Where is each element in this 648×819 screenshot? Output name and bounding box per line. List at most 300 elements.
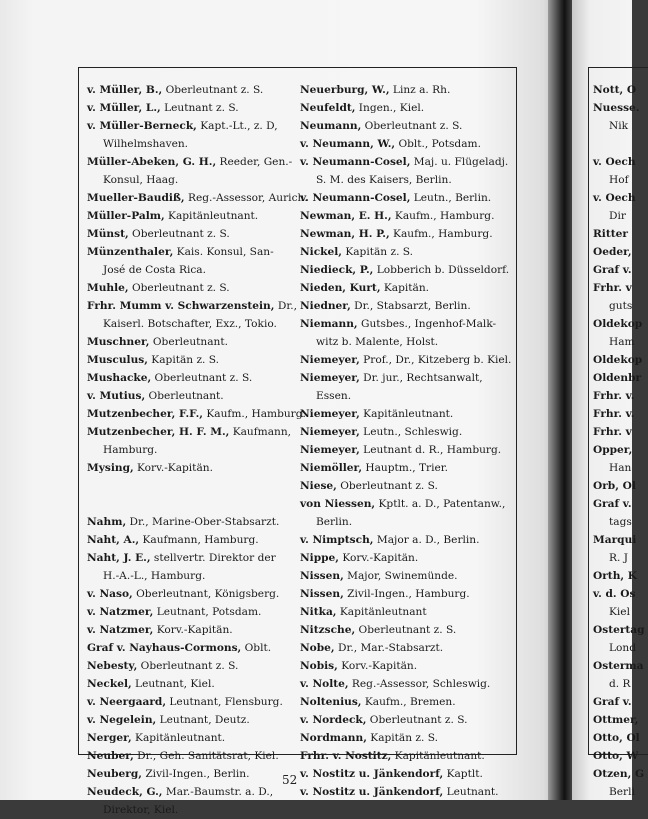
directory-entry bbox=[87, 117, 292, 135]
entry-name: v. Nordeck, bbox=[300, 714, 367, 726]
entry-name: Oldekop bbox=[593, 318, 643, 330]
entry-details: Direktor, Kiel. bbox=[103, 804, 179, 816]
entry-name: Neuber, bbox=[87, 750, 134, 762]
directory-entry bbox=[87, 783, 292, 801]
entry-continuation bbox=[300, 513, 510, 531]
directory-entry bbox=[300, 477, 510, 495]
entry-name: Niemann, bbox=[300, 318, 358, 330]
entry-details: Dr., bbox=[274, 300, 297, 312]
entry-continuation bbox=[593, 783, 633, 801]
entry-name: v. Naso, bbox=[87, 588, 133, 600]
entry-name: Oldenbr bbox=[593, 372, 642, 384]
directory-entry bbox=[593, 315, 643, 333]
directory-entry bbox=[593, 567, 637, 585]
directory-entry bbox=[300, 693, 510, 711]
entry-details: Major a. D., Berlin. bbox=[373, 534, 480, 546]
entry-name: Osterma bbox=[593, 660, 644, 672]
directory-entry bbox=[593, 711, 639, 729]
entry-name: v. d. Os bbox=[593, 588, 636, 600]
entry-details: Oberleutnant z. S. bbox=[366, 714, 468, 726]
entry-name: Frhr. v. Nostitz, bbox=[300, 750, 392, 762]
entry-continuation bbox=[300, 333, 510, 351]
entry-name: Mutzenbecher, F.F., bbox=[87, 408, 203, 420]
entry-name: Ritter bbox=[593, 228, 628, 240]
entry-details: Kapitänleutnant. bbox=[359, 408, 454, 420]
entry-details: Leutnant, Kiel. bbox=[131, 678, 215, 690]
directory-entry bbox=[300, 459, 510, 477]
entry-name: Münzenthaler, bbox=[87, 246, 174, 258]
entry-continuation bbox=[593, 117, 633, 135]
entry-details: Ham bbox=[609, 336, 635, 348]
entry-name: Müller-Palm, bbox=[87, 210, 165, 222]
entry-details: Reg.-Assessor, Schleswig. bbox=[348, 678, 491, 690]
entry-details: witz b. Malente, Holst. bbox=[316, 336, 439, 348]
entry-name: Nobe, bbox=[300, 642, 335, 654]
entry-name: Mysing, bbox=[87, 462, 134, 474]
entry-details: Lond bbox=[609, 642, 637, 654]
directory-entry bbox=[300, 441, 510, 459]
entry-continuation bbox=[87, 135, 292, 153]
directory-entry bbox=[300, 657, 510, 675]
entry-details: Kapitän. bbox=[380, 282, 430, 294]
entry-details: Kais. Konsul, San- bbox=[173, 246, 274, 258]
entry-name: Noltenius, bbox=[300, 696, 362, 708]
entry-name: Mueller-Baudiß, bbox=[87, 192, 185, 204]
directory-entry bbox=[87, 243, 292, 261]
entry-name: Neuberg, bbox=[87, 768, 142, 780]
directory-entry bbox=[87, 549, 292, 567]
directory-entry bbox=[593, 243, 633, 261]
entry-details: Kapt.-Lt., z. D, bbox=[196, 120, 278, 132]
entry-details: Kaufmann, bbox=[229, 426, 292, 438]
entry-name: Marqui bbox=[593, 534, 637, 546]
entry-name: Opper, bbox=[593, 444, 633, 456]
directory-entry bbox=[300, 423, 510, 441]
entry-details: Kaiserl. Botschafter, Exz., Tokio. bbox=[103, 318, 277, 330]
entry-details: Kaufm., Bremen. bbox=[361, 696, 456, 708]
entry-name: v. Nimptsch, bbox=[300, 534, 374, 546]
entry-details: Hauptm., Trier. bbox=[362, 462, 449, 474]
directory-entry bbox=[593, 423, 633, 441]
entry-name: Otto, Ol bbox=[593, 732, 640, 744]
entry-name: von Niessen, bbox=[300, 498, 376, 510]
directory-entry bbox=[593, 261, 633, 279]
entry-details: Kapitänleutnant. bbox=[131, 732, 226, 744]
entry-name: Nott, O bbox=[593, 84, 637, 96]
entry-name: Niemeyer, bbox=[300, 408, 360, 420]
directory-entry bbox=[87, 387, 292, 405]
entry-continuation bbox=[593, 549, 633, 567]
entry-details: guts bbox=[609, 300, 633, 312]
entry-continuation bbox=[87, 567, 292, 585]
directory-entry bbox=[593, 495, 633, 513]
entry-name: Muhle, bbox=[87, 282, 129, 294]
entry-name: Graf v. bbox=[593, 696, 632, 708]
entry-details: Oberleutnant z. S. bbox=[137, 660, 239, 672]
entry-continuation bbox=[593, 459, 633, 477]
entry-name: Mushacke, bbox=[87, 372, 152, 384]
entry-details: Kapitän z. S. bbox=[341, 246, 414, 258]
directory-entry bbox=[87, 99, 292, 117]
entry-continuation bbox=[593, 297, 633, 315]
directory-entry bbox=[300, 549, 510, 567]
entry-name: v. Neumann-Cosel, bbox=[300, 192, 411, 204]
entry-name: v. Müller-Berneck, bbox=[87, 120, 197, 132]
entry-name: v. Nostitz u. Jänkendorf, bbox=[300, 768, 444, 780]
entry-details: Korv.-Kapitän. bbox=[337, 660, 418, 672]
directory-entry bbox=[300, 729, 510, 747]
entry-name: Nobis, bbox=[300, 660, 338, 672]
directory-entry bbox=[593, 369, 642, 387]
entry-name: v. Nolte, bbox=[300, 678, 349, 690]
entry-details: Gutsbes., Ingenhof-Malk- bbox=[357, 318, 497, 330]
entry-name: Nuesse. bbox=[593, 102, 640, 114]
entry-details: Kaufm., Hamburg. bbox=[391, 210, 495, 222]
entries-column-right bbox=[300, 81, 510, 801]
directory-entry bbox=[300, 99, 510, 117]
directory-entry bbox=[300, 153, 510, 171]
entry-continuation bbox=[300, 171, 510, 189]
entry-details: Kapitänleutnant. bbox=[164, 210, 259, 222]
entry-name: Nordmann, bbox=[300, 732, 367, 744]
directory-entry bbox=[300, 711, 510, 729]
entry-details: Ingen., Kiel. bbox=[355, 102, 425, 114]
directory-entry bbox=[593, 747, 639, 765]
entry-name: Naht, A., bbox=[87, 534, 140, 546]
entry-name: Nieden, Kurt, bbox=[300, 282, 381, 294]
directory-entry bbox=[593, 99, 640, 117]
entry-details: Zivil-Ingen., Berlin. bbox=[141, 768, 250, 780]
directory-entry bbox=[300, 567, 510, 585]
entry-details: Reeder, Gen.- bbox=[216, 156, 293, 168]
directory-entry bbox=[300, 351, 510, 369]
entry-details: Oberleutnant z. S. bbox=[151, 372, 253, 384]
entry-name: Newman, E. H., bbox=[300, 210, 392, 222]
directory-entry bbox=[300, 639, 510, 657]
directory-entry bbox=[87, 279, 292, 297]
entry-details: Kaufm., Hamburg. bbox=[389, 228, 493, 240]
directory-entry bbox=[300, 603, 510, 621]
entry-details: Wilhelmshaven. bbox=[103, 138, 189, 150]
entry-continuation bbox=[87, 261, 292, 279]
directory-entry bbox=[593, 441, 633, 459]
entry-details: Prof., Dr., Kitzeberg b. Kiel. bbox=[359, 354, 512, 366]
directory-entry bbox=[593, 387, 633, 405]
section-gap bbox=[87, 495, 292, 513]
entry-name: Nissen, bbox=[300, 570, 344, 582]
entry-name: Niemeyer, bbox=[300, 354, 360, 366]
directory-entry bbox=[87, 585, 292, 603]
entry-name: Frhr. v bbox=[593, 426, 632, 438]
entry-name: Frhr. Mumm v. Schwarzenstein, bbox=[87, 300, 275, 312]
entry-continuation bbox=[593, 207, 633, 225]
directory-entry bbox=[300, 189, 510, 207]
directory-entry bbox=[593, 729, 640, 747]
entry-details: Kapitänleutnant bbox=[336, 606, 427, 618]
entry-details: Korv.-Kapitän. bbox=[338, 552, 419, 564]
directory-entry bbox=[300, 135, 510, 153]
entry-details: Leutn., Berlin. bbox=[410, 192, 492, 204]
entry-details: Leutnant, Deutz. bbox=[156, 714, 250, 726]
entry-name: Orb, Ol bbox=[593, 480, 636, 492]
entry-name: Nippe, bbox=[300, 552, 339, 564]
entry-name: v. Müller, L., bbox=[87, 102, 161, 114]
entry-details: Oberleutnant. bbox=[149, 336, 228, 348]
entry-name: Graf v. Nayhaus-Cormons, bbox=[87, 642, 242, 654]
section-gap bbox=[87, 477, 292, 495]
entry-details: d. R bbox=[609, 678, 631, 690]
entry-details: Korv.-Kapitän. bbox=[133, 462, 213, 474]
directory-entry bbox=[593, 153, 636, 171]
directory-entry bbox=[593, 405, 633, 423]
entry-continuation bbox=[87, 801, 292, 819]
entry-name: v. Negelein, bbox=[87, 714, 157, 726]
entry-name: Niedieck, P., bbox=[300, 264, 374, 276]
directory-entry bbox=[87, 297, 297, 315]
entry-name: Neuerburg, W., bbox=[300, 84, 390, 96]
entry-details: Oberleutnant z. S. bbox=[128, 228, 230, 240]
entry-details: Oblt., Potsdam. bbox=[395, 138, 481, 150]
entry-name: Neumann, bbox=[300, 120, 362, 132]
entry-details: Dir bbox=[609, 210, 626, 222]
entry-name: Nahm, bbox=[87, 516, 127, 528]
entries-column-left bbox=[87, 81, 308, 819]
directory-entry bbox=[593, 81, 637, 99]
entry-name: v. Natzmer, bbox=[87, 624, 154, 636]
entry-name: Münst, bbox=[87, 228, 129, 240]
directory-entry bbox=[300, 675, 510, 693]
directory-entry bbox=[87, 711, 292, 729]
entry-details: Essen. bbox=[316, 390, 352, 402]
entry-details: Zivil-Ingen., Hamburg. bbox=[343, 588, 470, 600]
entry-details: Mar.-Baumstr. a. D., bbox=[162, 786, 274, 798]
entry-name: Neckel, bbox=[87, 678, 132, 690]
directory-entry bbox=[87, 675, 292, 693]
directory-entry bbox=[593, 531, 637, 549]
directory-entry bbox=[300, 207, 510, 225]
section-gap bbox=[593, 135, 633, 153]
directory-entry bbox=[300, 747, 510, 765]
directory-entry bbox=[300, 261, 510, 279]
entry-details: Kapitän z. S. bbox=[147, 354, 220, 366]
entry-name: Naht, J. E., bbox=[87, 552, 151, 564]
entry-name: v. Nostitz u. Jänkendorf, bbox=[300, 786, 444, 798]
entry-details: Berlin. bbox=[316, 516, 353, 528]
directory-entry bbox=[87, 621, 292, 639]
entry-details: Kapitän z. S. bbox=[366, 732, 439, 744]
entries-column-next-page bbox=[593, 81, 645, 801]
entry-name: Müller-Abeken, G. H., bbox=[87, 156, 217, 168]
directory-entry bbox=[300, 81, 510, 99]
directory-entry bbox=[300, 765, 510, 783]
entry-name: Nerger, bbox=[87, 732, 132, 744]
entry-name: Newman, H. P., bbox=[300, 228, 390, 240]
entry-name: Ottmer, bbox=[593, 714, 639, 726]
entry-details: Dr., Geh. Sanitätsrat, Kiel. bbox=[133, 750, 279, 762]
directory-entry bbox=[300, 369, 510, 387]
entry-details: tags bbox=[609, 516, 632, 528]
entry-details: Kiel bbox=[609, 606, 630, 618]
entry-details: H.-A.-L., Hamburg. bbox=[103, 570, 206, 582]
entry-continuation bbox=[87, 315, 292, 333]
directory-entry bbox=[87, 423, 292, 441]
page-number: 52 bbox=[282, 773, 298, 787]
entry-continuation bbox=[87, 171, 292, 189]
directory-entry bbox=[87, 351, 292, 369]
entry-details: Leutnant z. S. bbox=[160, 102, 239, 114]
entry-details: Korv.-Kapitän. bbox=[153, 624, 233, 636]
directory-entry bbox=[300, 585, 510, 603]
entry-details: Hof bbox=[609, 174, 629, 186]
directory-entry bbox=[87, 369, 292, 387]
entry-details: Hamburg. bbox=[103, 444, 158, 456]
directory-entry bbox=[87, 693, 292, 711]
entry-details: Kaufm., Hamburg. bbox=[202, 408, 306, 420]
directory-entry bbox=[300, 783, 510, 801]
entry-details: Han bbox=[609, 462, 632, 474]
directory-entry bbox=[87, 333, 292, 351]
entry-name: Nitka, bbox=[300, 606, 337, 618]
directory-entry bbox=[87, 531, 292, 549]
entry-details: José de Costa Rica. bbox=[103, 264, 206, 276]
directory-entry bbox=[87, 657, 292, 675]
entry-continuation bbox=[300, 387, 510, 405]
entry-details: Kapitänleutnant. bbox=[391, 750, 485, 762]
directory-entry bbox=[87, 513, 292, 531]
entry-details: Reg.-Assessor, Aurich. bbox=[184, 192, 308, 204]
entry-details: Leutnant, Flensburg. bbox=[166, 696, 283, 708]
entry-name: Neudeck, G., bbox=[87, 786, 163, 798]
entry-details: Berli bbox=[609, 786, 635, 798]
directory-entry bbox=[300, 405, 510, 423]
entry-name: Nebesty, bbox=[87, 660, 138, 672]
directory-entry bbox=[593, 765, 645, 783]
entry-name: Niemöller, bbox=[300, 462, 363, 474]
directory-entry bbox=[593, 657, 644, 675]
entry-details: Linz a. Rh. bbox=[389, 84, 451, 96]
entry-details: Oberleutnant z. S. bbox=[336, 480, 438, 492]
directory-entry bbox=[87, 405, 306, 423]
directory-entry bbox=[87, 765, 292, 783]
directory-entry bbox=[593, 351, 643, 369]
entry-name: Frhr. v. bbox=[593, 408, 635, 420]
directory-entry bbox=[300, 621, 510, 639]
entry-details: stellvertr. Direktor der bbox=[150, 552, 276, 564]
entry-name: Nickel, bbox=[300, 246, 342, 258]
entry-name: Orth, K bbox=[593, 570, 637, 582]
entry-name: Niemeyer, bbox=[300, 372, 360, 384]
directory-entry bbox=[300, 243, 510, 261]
entry-name: Musculus, bbox=[87, 354, 148, 366]
directory-entry bbox=[87, 459, 292, 477]
entry-details: Oberleutnant. bbox=[145, 390, 224, 402]
entry-details: Major, Swinemünde. bbox=[343, 570, 458, 582]
entry-name: v. Natzmer, bbox=[87, 606, 154, 618]
entry-details: Dr., Marine-Ober-Stabsarzt. bbox=[126, 516, 280, 528]
entry-details: Oberleutnant z. S. bbox=[355, 624, 457, 636]
directory-entry bbox=[593, 189, 636, 207]
entry-continuation bbox=[593, 513, 633, 531]
directory-entry bbox=[300, 225, 510, 243]
directory-entry bbox=[87, 207, 292, 225]
entry-name: Nitzsche, bbox=[300, 624, 356, 636]
directory-entry bbox=[593, 585, 636, 603]
directory-entry bbox=[300, 279, 510, 297]
entry-continuation bbox=[593, 333, 633, 351]
entry-name: Muschner, bbox=[87, 336, 150, 348]
entry-name: v. Oech bbox=[593, 156, 636, 168]
entry-name: Frhr. v bbox=[593, 282, 632, 294]
directory-entry bbox=[87, 153, 292, 171]
entry-continuation bbox=[593, 639, 637, 657]
entry-name: Otto, W bbox=[593, 750, 639, 762]
entry-details: Leutn., Schleswig. bbox=[359, 426, 463, 438]
entry-name: v. Müller, B., bbox=[87, 84, 163, 96]
directory-entry bbox=[87, 639, 292, 657]
entry-continuation bbox=[87, 441, 292, 459]
entry-details: Oberleutnant z. S. bbox=[128, 282, 230, 294]
entry-name: Ostertag bbox=[593, 624, 645, 636]
entry-details: Oberleutnant z. S. bbox=[361, 120, 463, 132]
entry-details: Maj. u. Flügeladj. bbox=[410, 156, 509, 168]
entry-name: Mutzenbecher, H. F. M., bbox=[87, 426, 230, 438]
entry-name: v. Mutius, bbox=[87, 390, 146, 402]
entry-details: Dr. jur., Rechtsanwalt, bbox=[359, 372, 483, 384]
directory-entry bbox=[300, 297, 510, 315]
entry-name: Frhr. v. bbox=[593, 390, 635, 402]
entry-name: Otzen, G bbox=[593, 768, 645, 780]
entry-continuation bbox=[593, 675, 633, 693]
directory-entry bbox=[87, 189, 308, 207]
entry-details: Oberleutnant z. S. bbox=[162, 84, 264, 96]
directory-entry bbox=[593, 693, 633, 711]
entry-name: Niemeyer, bbox=[300, 444, 360, 456]
entry-details: Kaufmann, Hamburg. bbox=[139, 534, 259, 546]
entry-details: Leutnant d. R., Hamburg. bbox=[359, 444, 502, 456]
entry-details: Leutnant. bbox=[443, 786, 499, 798]
entry-details: Kptlt. a. D., Patentanw., bbox=[375, 498, 506, 510]
entry-name: Neufeldt, bbox=[300, 102, 356, 114]
entry-name: Niemeyer, bbox=[300, 426, 360, 438]
entry-name: Graf v. bbox=[593, 498, 632, 510]
directory-entry bbox=[87, 225, 292, 243]
directory-entry bbox=[300, 315, 510, 333]
entry-details: Oblt. bbox=[241, 642, 272, 654]
entry-continuation bbox=[593, 171, 633, 189]
directory-entry bbox=[300, 117, 510, 135]
entry-name: v. Oech bbox=[593, 192, 636, 204]
entry-details: Kaptlt. bbox=[443, 768, 483, 780]
directory-entry bbox=[593, 477, 636, 495]
entry-details: S. M. des Kaisers, Berlin. bbox=[316, 174, 452, 186]
entry-name: v. Neumann-Cosel, bbox=[300, 156, 411, 168]
entry-details: Leutnant, Potsdam. bbox=[153, 606, 262, 618]
entry-details: Lobberich b. Düsseldorf. bbox=[373, 264, 510, 276]
directory-entry bbox=[300, 495, 510, 513]
entry-details: R. J bbox=[609, 552, 628, 564]
directory-entry bbox=[300, 531, 510, 549]
directory-entry bbox=[87, 603, 292, 621]
entry-name: Nissen, bbox=[300, 588, 344, 600]
entry-name: v. Neumann, W., bbox=[300, 138, 396, 150]
entry-name: v. Neergaard, bbox=[87, 696, 167, 708]
directory-entry bbox=[593, 621, 645, 639]
directory-entry bbox=[593, 279, 633, 297]
directory-entry bbox=[87, 81, 292, 99]
entry-details: Konsul, Haag. bbox=[103, 174, 179, 186]
directory-entry bbox=[87, 729, 292, 747]
entry-details: Oberleutnant, Königsberg. bbox=[132, 588, 280, 600]
